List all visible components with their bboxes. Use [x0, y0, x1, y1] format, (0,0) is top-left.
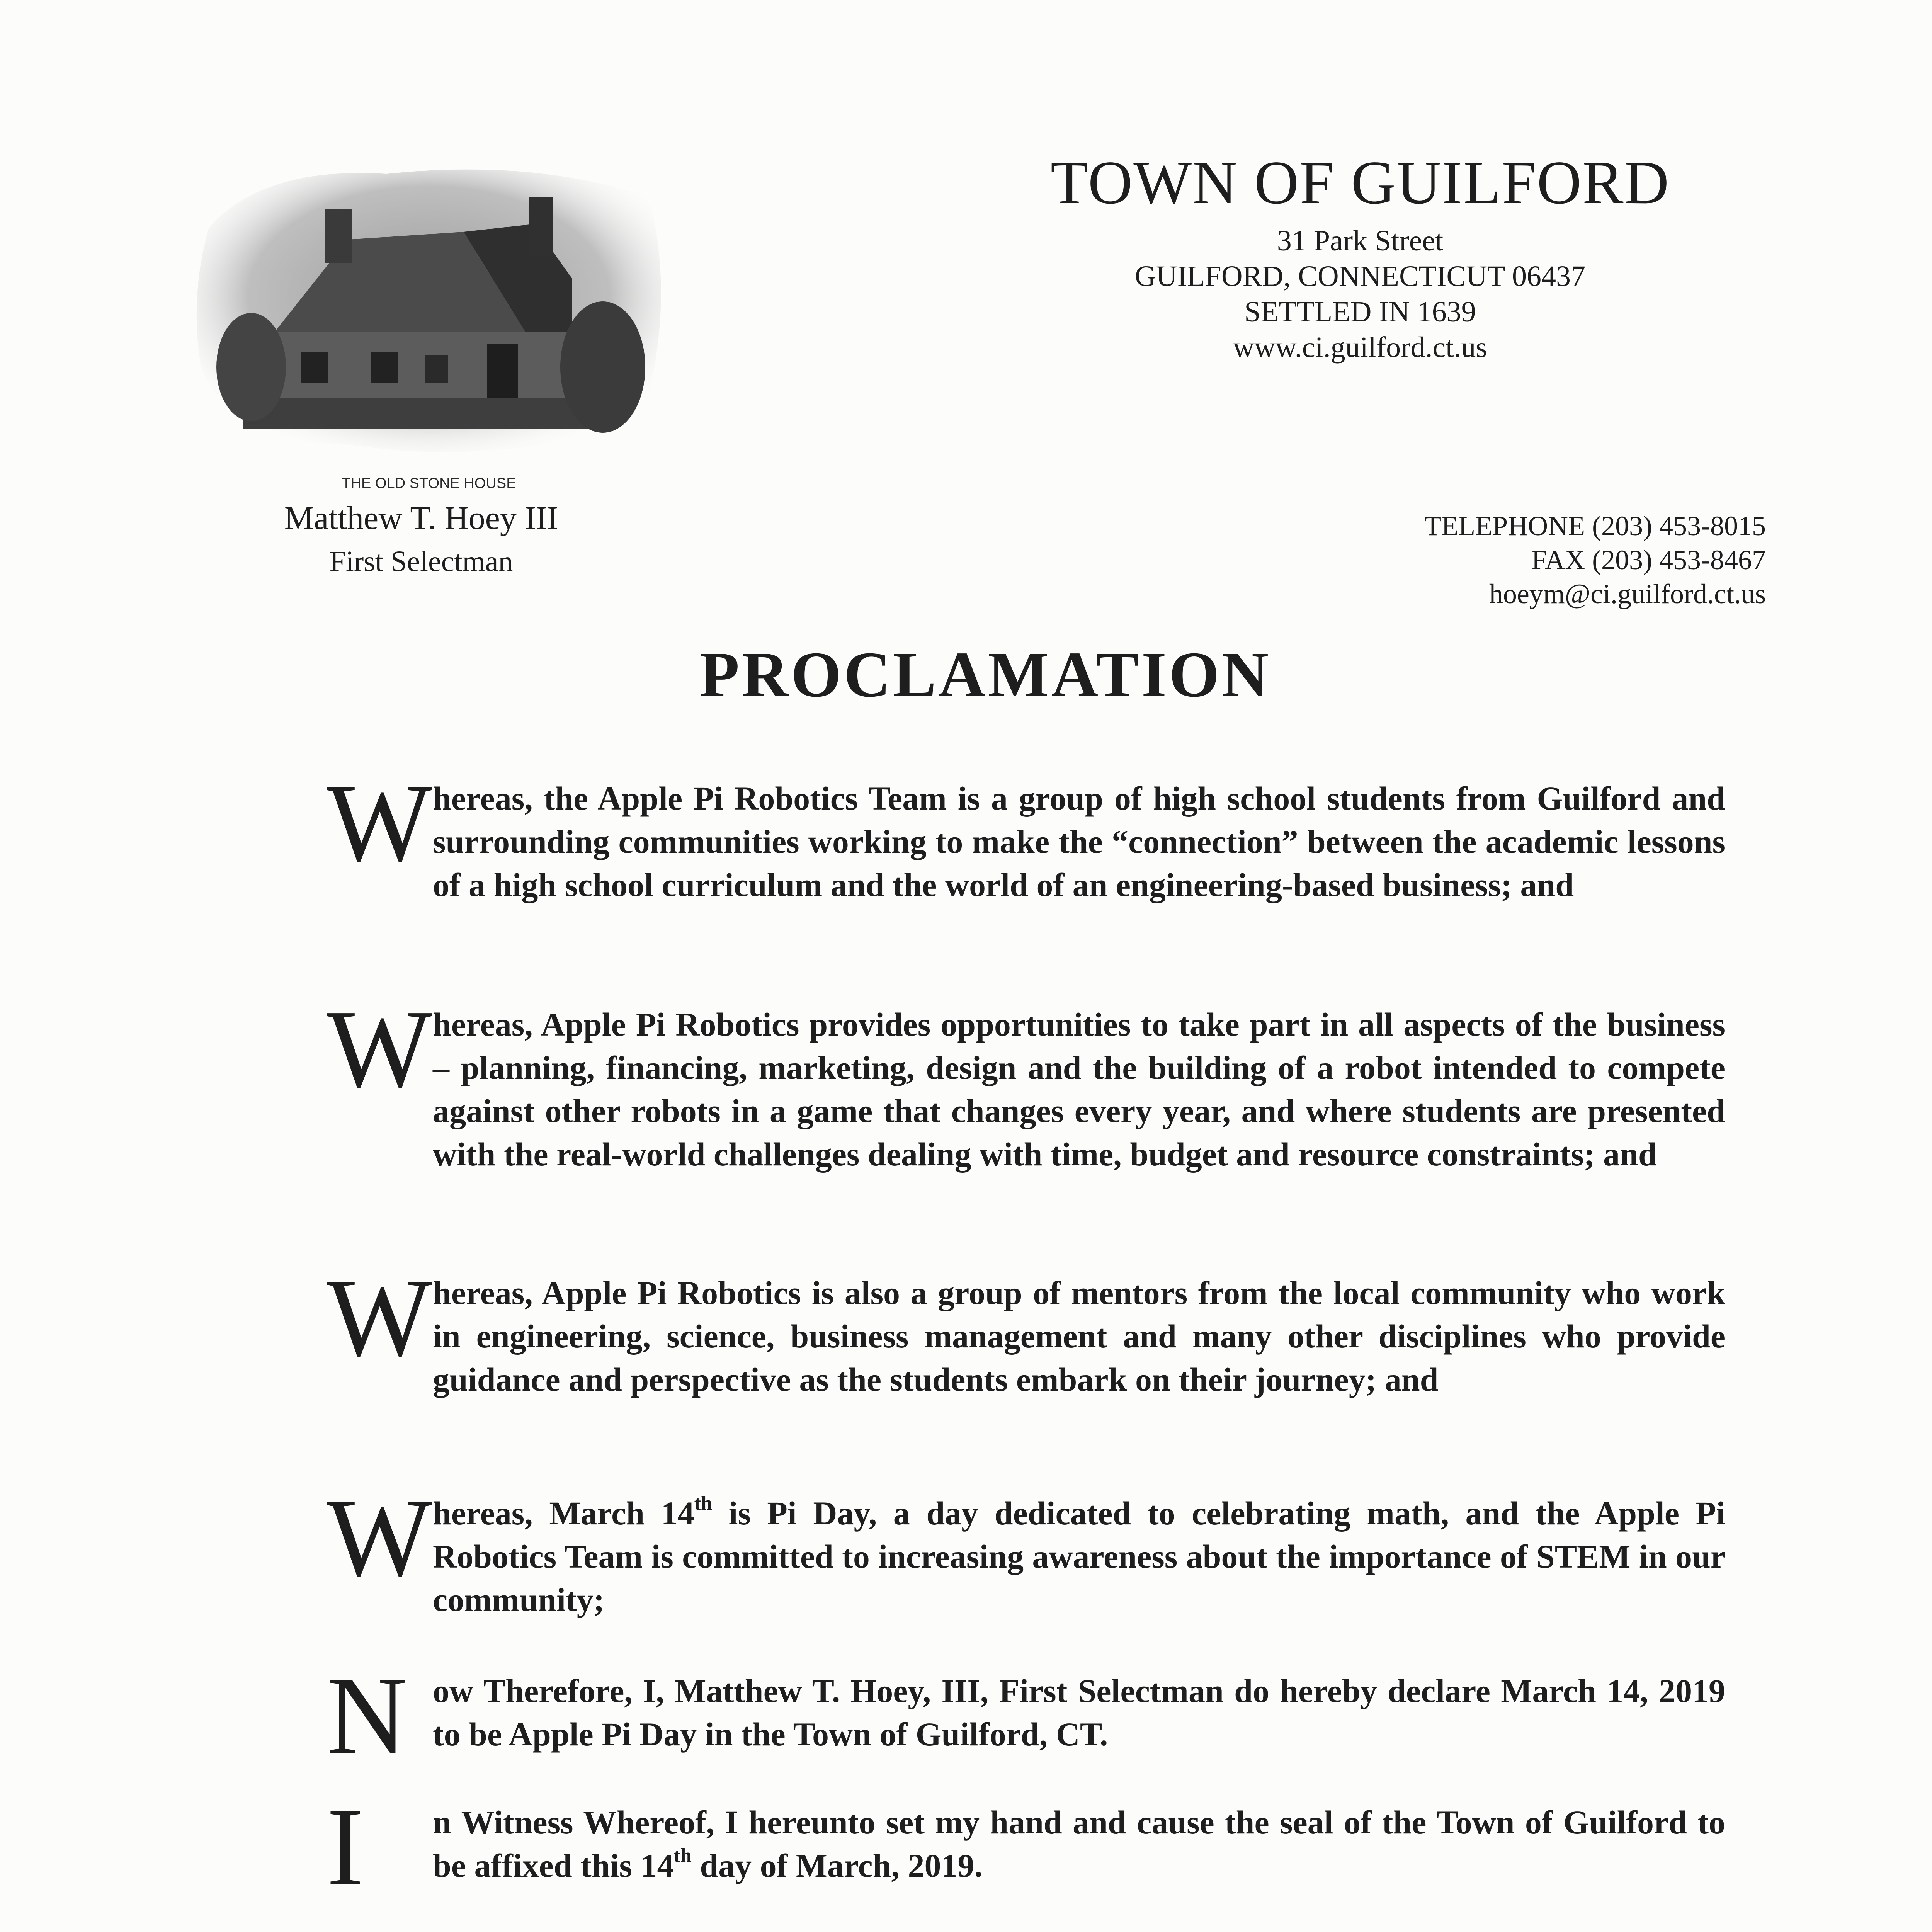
witness-paragraph [327, 1785, 1725, 1909]
paragraph-text [433, 1801, 1725, 1887]
proclamation-heading: PROCLAMATION [699, 639, 1271, 711]
paragraph-text: hereas, Apple Pi Robotics provides opportunities to take part in all aspects of the business – planning, financing, marketing, design and the building of a robot intended to compete against other robots in a game that changes every year, and where students are presented with the real-world challenges dealing with time, budget and resource constraints; and [433, 1006, 1725, 1173]
drop-cap: W [327, 1255, 432, 1379]
ordinal-suffix: th [673, 1845, 692, 1867]
image-caption: THE OLD STONE HOUSE [342, 475, 516, 492]
whereas-paragraph-3 [327, 1255, 1725, 1401]
paragraph-text [433, 1492, 1725, 1621]
drop-cap: N [327, 1653, 408, 1777]
town-name-heading: TOWN OF GUILFORD [1050, 148, 1670, 217]
whereas-paragraph-4 [327, 1476, 1725, 1621]
whereas-paragraph-1 [327, 761, 1725, 906]
address-city: GUILFORD, CONNECTICUT 06437 [1134, 260, 1586, 293]
paragraph-text: hereas, Apple Pi Robotics is also a group of mentors from the local community who work in engineering, science, business management and many other disciplines who provide guidance and perspective as the students embark on their journey; and [433, 1274, 1725, 1398]
handwritten-signature [993, 1928, 1573, 1932]
email-link[interactable]: hoeym@ci.guilford.ct.us [1489, 578, 1766, 609]
website-link[interactable]: www.ci.guilford.ct.us [1233, 331, 1487, 364]
drop-cap: W [327, 987, 432, 1111]
paragraph-text: hereas, the Apple Pi Robotics Team is a group of high school students from Guilford and surrounding communities working to make the “connection” between the academic lessons of a high school curriculum and the world of an engineering-based business; and [433, 780, 1725, 903]
fax: FAX (203) 453-8467 [1531, 544, 1766, 575]
address-street: 31 Park Street [1277, 224, 1444, 257]
text-before: n Witness Whereof, I hereunto set my hand and cause the seal of the Town of Guilford to be affixed this 14 [433, 1804, 1725, 1884]
drop-cap: W [327, 761, 432, 885]
text-after: is Pi Day, a day dedicated to celebrating math, and the Apple Pi Robotics Team is committed to increasing awareness about the importance of STEM in our community; [433, 1495, 1725, 1618]
text-before: hereas, March 14 [433, 1495, 694, 1532]
drop-cap: I [327, 1785, 364, 1909]
telephone: TELEPHONE (203) 453-8015 [1424, 510, 1766, 541]
official-name: Matthew T. Hoey III [284, 499, 558, 536]
whereas-paragraph-2 [327, 987, 1725, 1176]
drop-cap: W [327, 1476, 432, 1600]
official-title: First Selectman [329, 545, 513, 578]
ordinal-suffix: th [694, 1492, 712, 1514]
now-therefore-paragraph [327, 1653, 1725, 1777]
text-after: day of March, 2019. [691, 1847, 983, 1884]
address-settled: SETTLED IN 1639 [1244, 296, 1476, 328]
old-stone-house-illustration [185, 151, 680, 471]
paragraph-text: ow Therefore, I, Matthew T. Hoey, III, First Selectman do hereby declare March 14, 2019 to be Apple Pi Day in the Town of Guilford, CT. [433, 1672, 1725, 1753]
